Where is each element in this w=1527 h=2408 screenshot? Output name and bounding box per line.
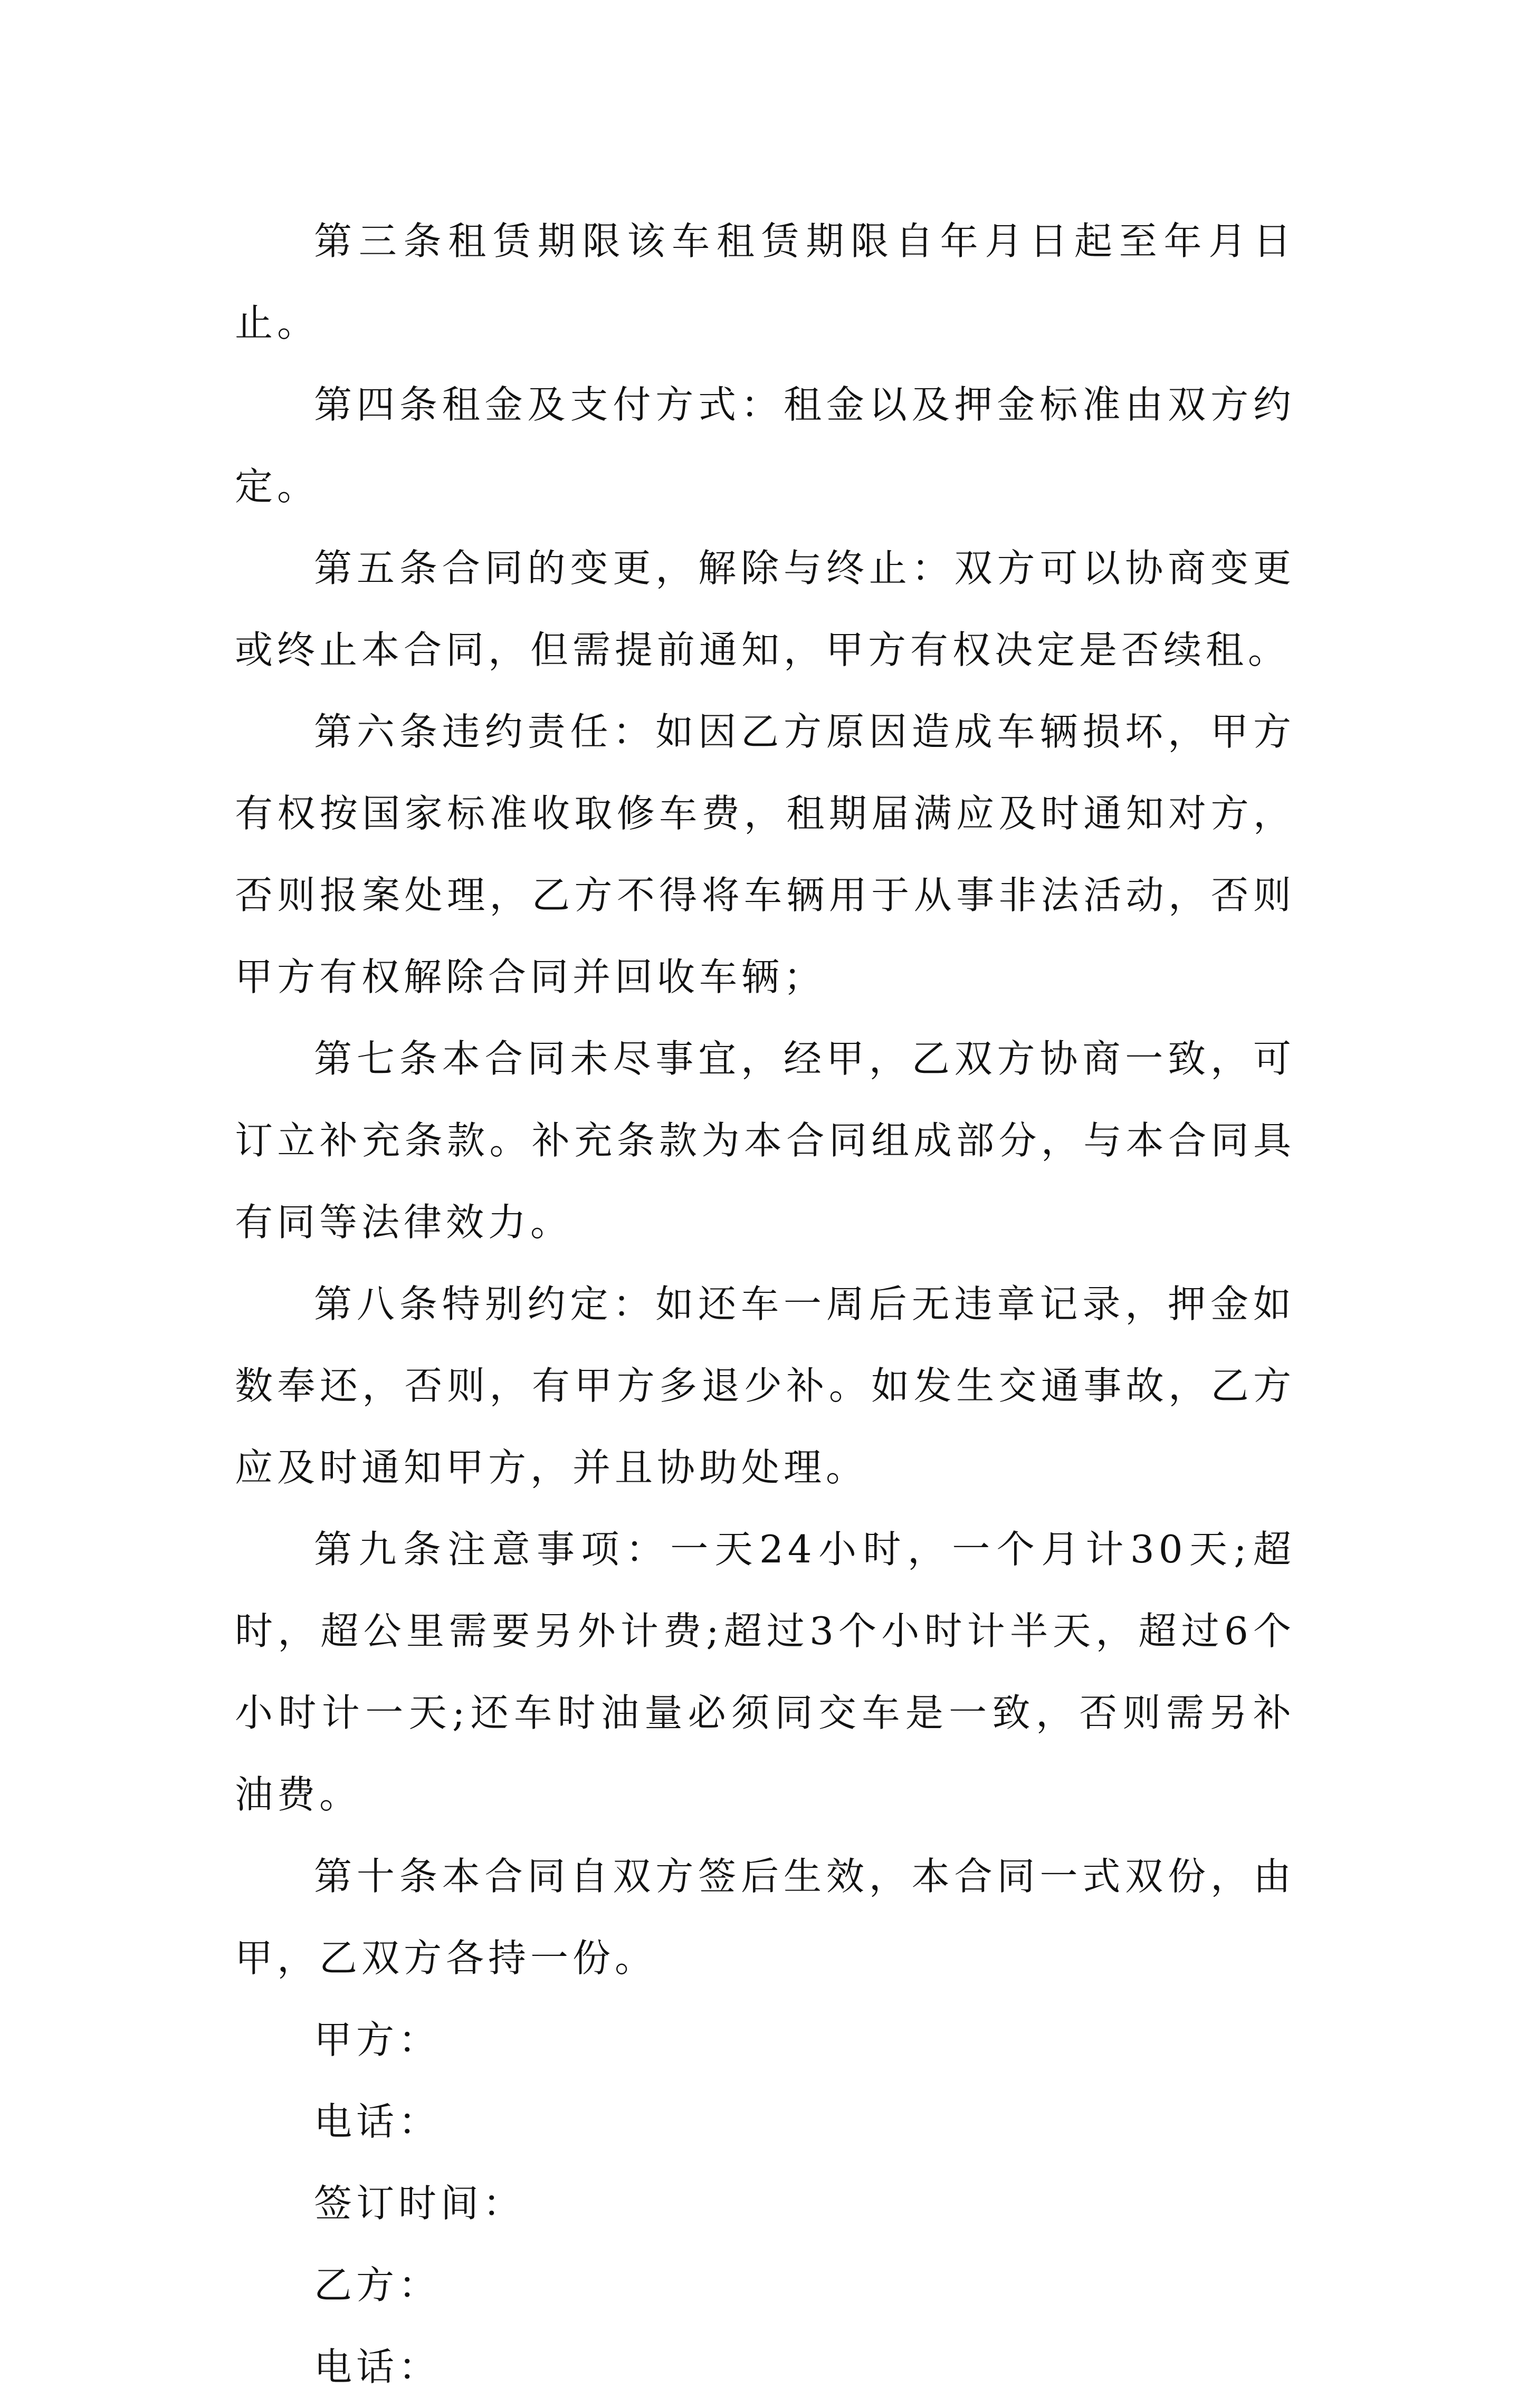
clause-5: 第五条合同的变更，解除与终止：双方可以协商变更或终止本合同，但需提前通知，甲方有权决定是否续租。 [235, 546, 1295, 672]
clause-3: 第三条租赁期限该车租赁期限自年月日起至年月日止。 [235, 219, 1295, 345]
document-body [235, 200, 1295, 2408]
party-b-label: 乙方： [314, 2263, 441, 2307]
party-b-phone-label: 电话： [314, 2345, 441, 2389]
clause-8: 第八条特别约定：如还车一周后无违章记录，押金如数奉还，否则，有甲方多退少补。如发生交通事故，乙方应及时通知甲方，并且协助处理。 [235, 1282, 1295, 1490]
clause-7: 第七条本合同未尽事宜，经甲，乙双方协商一致，可订立补充条款。补充条款为本合同组成部分，与本合同具有同等法律效力。 [235, 1037, 1295, 1244]
clause-4: 第四条租金及支付方式：租金以及押金标准由双方约定。 [235, 382, 1295, 509]
clause-10: 第十条本合同自双方签后生效，本合同一式双份，由甲，乙双方各持一份。 [235, 1854, 1295, 1980]
party-a-label: 甲方： [314, 2018, 441, 2062]
clause-6: 第六条违约责任：如因乙方原因造成车辆损坏，甲方有权按国家标准收取修车费，租期届满应及时通知对方，否则报案处理，乙方不得将车辆用于从事非法活动，否则甲方有权解除合同并回收车辆； [235, 709, 1295, 999]
signing-date-label: 签订时间： [314, 2181, 526, 2225]
party-a-phone-label: 电话： [314, 2099, 441, 2144]
clause-9: 第九条注意事项：一天24小时，一个月计30天;超时，超公里需要另外计费;超过3个小时计半天，超过6个小时计一天;还车时油量必须同交车是一致，否则需另补油费。 [235, 1527, 1295, 1817]
